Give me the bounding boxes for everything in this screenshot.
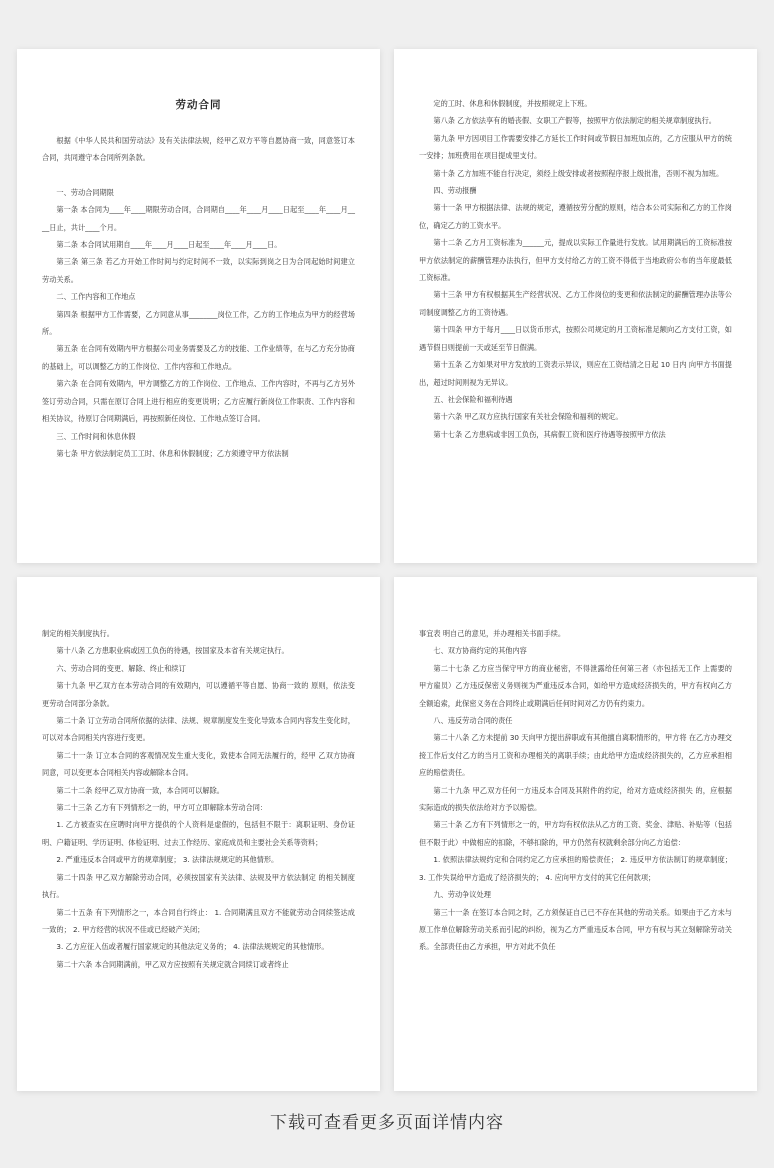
paragraph: 3. 乙方应征入伍或者履行国家规定的其他法定义务的； 4. 法律法规规定的其他情形。 [56, 942, 329, 952]
section-heading: 二、工作内容和工作地点 [56, 292, 136, 302]
paragraph: 第四条 根据甲方工作需要，乙方同意从事________岗位工作，乙方的工作地点为甲方的经营场所。 [42, 309, 355, 337]
paragraph: 事宜表 明自己的意见，并办理相关书面手续。 [419, 629, 566, 638]
section-heading: 九、劳动争议处理 [433, 890, 491, 900]
paragraph: 第八条 乙方依法享有的婚丧假、女职工产假等，按照甲方依法制定的相关规章制度执行。 [433, 116, 716, 126]
paragraph: 第十六条 甲乙双方应执行国家有关社会保险和福利的规定。 [433, 412, 623, 422]
paragraph: 第二条 本合同试用期自____年____月____日起至____年____月____日。 [56, 240, 282, 250]
paragraph: 第十三条 甲方有权根据其生产经营状况、乙方工作岗位的变更和依法制定的薪酬管理办法等公司制度调整乙方的工资待遇。 [419, 290, 732, 317]
paragraph: 第三十条 乙方有下列情形之一的，甲方均有权依法从乙方的工资、奖金、津贴、补贴等（包括但不限于此）中做相应的扣除，不够扣除的，甲方仍然有权就剩余部分向乙方追偿： [419, 820, 732, 847]
document-page-3 [17, 577, 380, 1091]
section-heading: 四、劳动报酬 [433, 186, 477, 196]
paragraph: 根据《中华人民共和国劳动法》及有关法律法规，经甲乙双方平等自愿协商一致，同意签订本合同，共同遵守本合同所列条款。 [42, 136, 355, 163]
section-heading: 八、违反劳动合同的责任 [433, 716, 513, 726]
section-heading: 一、劳动合同期限 [56, 187, 114, 197]
document-page-2 [394, 49, 757, 563]
paragraph: 1. 乙方被查实在应聘时向甲方提供的个人资料是虚假的，包括但不限于：离职证明、身份证明、户籍证明、学历证明、体检证明、过去工作经历、家庭成员和主要社会关系等资料； [42, 820, 355, 847]
paragraph: 第二十六条 本合同期满前，甲乙双方应按照有关规定就合同续订或者终止 [56, 959, 289, 969]
download-more-caption: 下载可查看更多页面详情内容 [270, 1113, 504, 1133]
paragraph: 第十一条 甲方根据法律、法规的规定，遵循按劳分配的原则，结合本公司实际和乙方的工作岗位，确定乙方的工资水平。 [419, 203, 732, 230]
paragraph: 第二十条 订立劳动合同所依据的法律、法规、规章制度发生变化导致本合同内容发生变化时，可以对本合同相关内容进行变更。 [42, 716, 355, 743]
paragraph: 第三十一条 在签订本合同之时，乙方须保证自己已不存在其他的劳动关系。如果由于乙方未与原工作单位解除劳动关系而引起的纠纷，视为乙方严重违反本合同，甲方有权与其立刻解除劳动关系。全部责任由乙方承担，甲方对此不负任 [419, 907, 732, 952]
document-title: 劳动合同 [175, 99, 222, 111]
section-heading: 五、社会保险和福利待遇 [433, 394, 513, 404]
paragraph: 第二十五条 有下列情形之一，本合同自行终止： 1. 合同期满且双方不能就劳动合同续签达成一致的； 2. 甲方经营的状况不佳或已经破产关闭； [42, 907, 355, 934]
paragraph: 第二十八条 乙方未提前 30 天向甲方提出辞职或有其他擅自离职情形的，甲方将 在乙方办理交接工作后支付乙方的当月工资和办理相关的离职手续；由此给甲方造成经济损失的，乙方应承担相应的赔偿责任。 [419, 733, 732, 778]
paragraph: 2. 严重违反本合同或甲方的规章制度； 3. 法律法规规定的其他情形。 [56, 855, 279, 865]
paragraph: 1. 依照法律法规约定和合同约定乙方应承担的赔偿责任； 2. 违反甲方依法制订的规章制度； 3. 工作失误给甲方造成了经济损失的； 4. 应向甲方支付的其它任何款项； [419, 855, 732, 882]
paragraph: 第七条 甲方依法制定员工工时、休息和休假制度；乙方须遵守甲方依法制 [56, 448, 289, 458]
document-page-1 [17, 49, 380, 563]
paragraph: 制定的相关制度执行。 [42, 629, 114, 638]
paragraph: 第十二条 乙方月工资标准为______元，提成以实际工作量进行发放。试用期满后的工资标准按甲方依法制定的薪酬管理办法执行，但甲方支付给乙方的工资不得低于当地政府公布的当年度最低工资标准。 [419, 238, 732, 283]
paragraph: 第五条 在合同有效期内甲方根据公司业务需要及乙方的技能、工作业绩等，在与乙方充分协商的基础上，可以调整乙方的工作岗位、工作内容和工作地点。 [42, 344, 355, 371]
section-heading: 七、双方协商约定的其他内容 [433, 646, 527, 656]
paragraph: 第十四条 甲方于每月____日以货币形式，按照公司规定的月工资标准足额向乙方支付工资，如遇节假日则提前一天或延至节日假满。 [419, 325, 732, 352]
paragraph: 第十九条 甲乙双方在本劳动合同的有效期内，可以遵循平等自愿、协商一致的 原则，依法变更劳动合同部分条款。 [42, 681, 355, 708]
document-page-4 [394, 577, 757, 1091]
paragraph: 第二十七条 乙方应当保守甲方的商业秘密，不得泄露给任何第三者（亦包括无工作 上需要的甲方雇员）乙方违反保密义务则视为严重违反本合同，如给甲方造成经济损失的，甲方有权向乙方全额追索，此保密义务在合同终止或期满后任何时间对乙方仍有约束力。 [419, 663, 732, 708]
paragraph: 第九条 甲方因项目工作需要安排乙方延长工作时间或节假日加班加点的，乙方应服从甲方的统一安排；加班费用在项目提成里支付。 [419, 133, 732, 161]
section-heading: 六、劳动合同的变更、解除、终止和续订 [56, 663, 186, 673]
paragraph: 第二十三条 乙方有下列情形之一的，甲方可立即解除本劳动合同： [56, 803, 268, 813]
paragraph: 第六条 在合同有效期内，甲方调整乙方的工作岗位、工作地点、工作内容时，不再与乙方另外签订劳动合同，只需在原订合同上进行相应的变更说明；乙方应履行新岗位工作职责、工作内容和相关协议，待原订合同期满后，再按照新任岗位、工作地点签订合同。 [42, 379, 355, 424]
paragraph: 第十五条 乙方如果对甲方发放的工资表示异议，则应在工资结清之日起 10 日内 向甲方书面提出，超过时间则视为无异议。 [419, 360, 732, 387]
paragraph: 第一条 本合同为____年____期限劳动合同，合同期自____年____月____日起至____年____月____日止，共计____个月。 [42, 205, 355, 232]
paragraph: 第三条 第三条 若乙方开始工作时间与约定时间不一致，以实际到岗之日为合同起始时间建立劳动关系。 [42, 257, 355, 284]
paragraph: 第十七条 乙方患病或非因工负伤，其病假工资和医疗待遇等按照甲方依法 [433, 429, 666, 439]
paragraph: 第十八条 乙方患职业病或因工负伤的待遇，按国家及本省有关规定执行。 [56, 646, 289, 656]
section-heading: 三、工作时间和休息休假 [56, 431, 136, 441]
paragraph: 第二十四条 甲乙双方解除劳动合同，必须按国家有关法律、法规及甲方依法制定 的相关制度执行。 [42, 872, 355, 900]
paragraph: 第十条 乙方加班不能自行决定，须经上级安排或者按照程序报上级批准，否则不视为加班。 [433, 168, 724, 178]
paragraph: 定的工时、休息和休假制度，并按照规定上下班。 [433, 99, 592, 108]
paragraph: 第二十二条 经甲乙双方协商一致，本合同可以解除。 [56, 785, 224, 795]
paragraph: 第二十一条 订立本合同的客观情况发生重大变化，致使本合同无法履行的，经甲 乙双方协商同意，可以变更本合同相关内容或解除本合同。 [42, 750, 355, 778]
paragraph: 第二十九条 甲乙双方任何一方违反本合同及其附件的约定，给对方造成经济损失 的，应根据实际造成的损失依法给对方予以赔偿。 [419, 785, 732, 813]
